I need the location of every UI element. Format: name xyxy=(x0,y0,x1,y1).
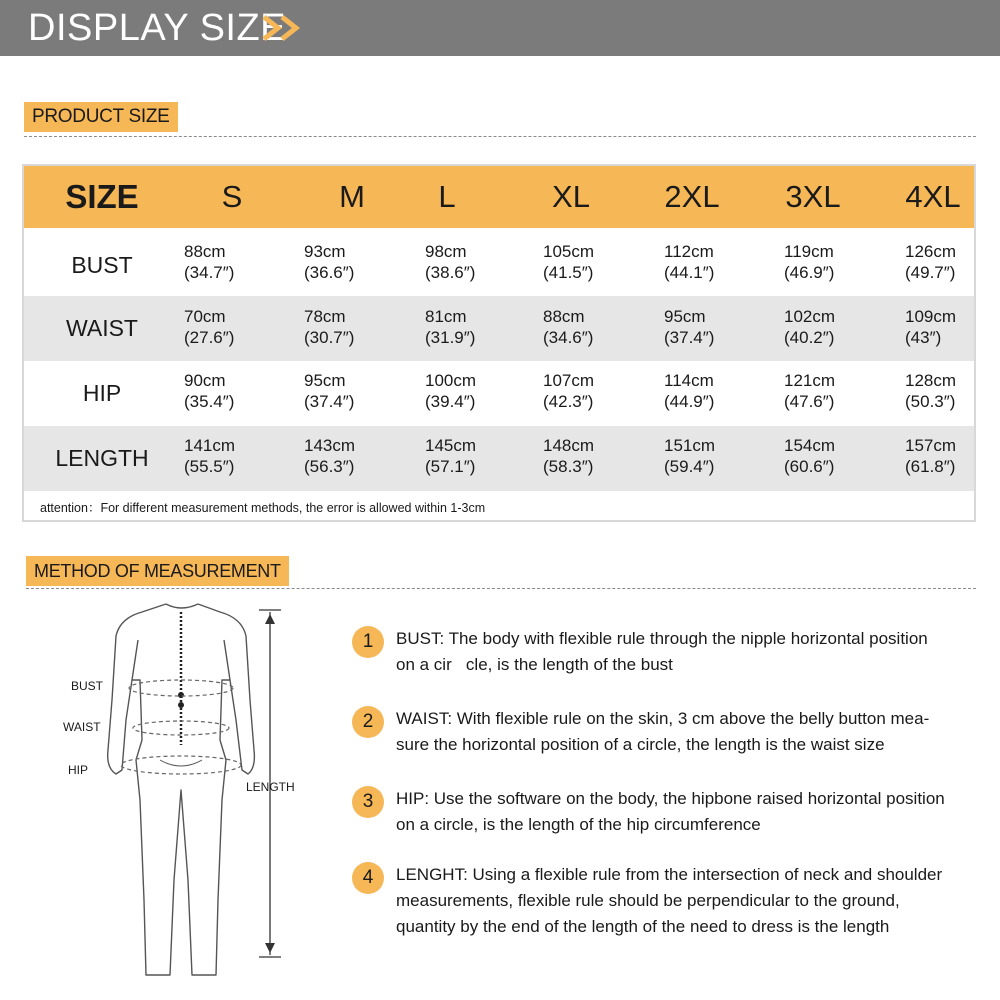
table-cell: 114cm (44.9″) xyxy=(664,371,715,411)
table-cell: 148cm (58.3″) xyxy=(543,436,595,476)
table-cell: 151cm (59.4″) xyxy=(664,436,716,476)
step-text: LENGHT: Using a flexible rule from the intersection of neck and shoulder measurements, flexible rule should be perpendicular to the ground, quantity by the end of the length of the need to dress is the length xyxy=(396,865,943,936)
row-label-waist: WAIST xyxy=(66,315,138,341)
table-cell: 98cm (38.6″) xyxy=(425,242,476,282)
section-divider xyxy=(26,588,976,589)
table-cell: 145cm (57.1″) xyxy=(425,436,477,476)
table-cell: 100cm (39.4″) xyxy=(425,371,477,411)
double-chevron-right-icon xyxy=(262,14,308,42)
table-cell: 128cm (50.3″) xyxy=(905,371,957,411)
figure-label-length: LENGTH xyxy=(246,780,295,794)
size-column-m: M xyxy=(339,179,365,214)
size-column-xl: XL xyxy=(552,179,590,214)
table-cell: 141cm (55.5″) xyxy=(184,436,236,476)
size-column-2xl: 2XL xyxy=(664,179,720,214)
table-row xyxy=(24,361,974,426)
step-text: HIP: Use the software on the body, the hipbone raised horizontal position on a circle, is the length of the hip circumference xyxy=(396,789,945,834)
table-cell: 70cm (27.6″) xyxy=(184,307,235,347)
table-row xyxy=(24,233,974,298)
table-cell: 78cm (30.7″) xyxy=(304,307,355,347)
display-size-banner xyxy=(0,0,1000,56)
table-cell: 93cm (36.6″) xyxy=(304,242,355,282)
table-row xyxy=(24,426,974,491)
table-cell: 157cm (61.8″) xyxy=(905,436,957,476)
table-cell: 88cm (34.7″) xyxy=(184,242,235,282)
size-column-l: L xyxy=(438,179,456,214)
figure-label-waist: WAIST xyxy=(63,720,101,734)
size-column-3xl: 3XL xyxy=(785,179,841,214)
table-cell: 143cm (56.3″) xyxy=(304,436,356,476)
row-label-bust: BUST xyxy=(71,252,133,278)
table-cell: 81cm (31.9″) xyxy=(425,307,476,347)
measurement-note: attention：For different measurement methods, the error is allowed within 1-3cm xyxy=(40,501,486,515)
step-number-3: 3 xyxy=(352,786,384,818)
step-text: WAIST: With flexible rule on the skin, 3 cm above the belly button mea- sure the horizontal position of a circle, the length is the waist size xyxy=(396,709,930,754)
table-cell: 126cm (49.7″) xyxy=(905,242,957,282)
table-cell: 105cm (41.5″) xyxy=(543,242,595,282)
jumpsuit-figure-icon xyxy=(0,590,340,1000)
step-text: BUST: The body with flexible rule through the nipple horizontal position on a cir cle, is the length of the bust xyxy=(396,629,928,674)
table-cell: 112cm (44.1″) xyxy=(664,242,715,282)
table-row xyxy=(24,296,974,361)
step-number-4: 4 xyxy=(352,862,384,894)
table-cell: 154cm (60.6″) xyxy=(784,436,836,476)
size-column-4xl: 4XL xyxy=(905,179,961,214)
method-label: METHOD OF MEASUREMENT xyxy=(26,556,289,586)
banner-title: DISPLAY SIZE xyxy=(28,7,287,49)
product-size-label: PRODUCT SIZE xyxy=(24,102,178,132)
row-label-length: LENGTH xyxy=(55,445,149,471)
table-cell: 102cm (40.2″) xyxy=(784,307,836,347)
measurement-figure xyxy=(0,590,340,1000)
row-label-hip: HIP xyxy=(82,380,122,406)
figure-label-bust: BUST xyxy=(71,679,104,693)
table-header xyxy=(24,166,974,228)
step-number-1: 1 xyxy=(352,626,384,658)
table-cell: 90cm (35.4″) xyxy=(184,371,235,411)
table-cell: 107cm (42.3″) xyxy=(543,371,595,411)
table-cell: 119cm (46.9″) xyxy=(784,242,835,282)
size-column-s: S xyxy=(221,179,243,214)
step-number-2: 2 xyxy=(352,706,384,738)
figure-label-hip: HIP xyxy=(68,763,89,777)
size-table xyxy=(22,164,976,522)
size-header: SIZE xyxy=(65,178,139,215)
table-cell: 121cm (47.6″) xyxy=(784,371,836,411)
table-cell: 95cm (37.4″) xyxy=(664,307,715,347)
table-cell: 88cm (34.6″) xyxy=(543,307,594,347)
table-cell: 95cm (37.4″) xyxy=(304,371,355,411)
table-cell: 109cm (43″) xyxy=(905,307,957,347)
section-divider xyxy=(24,136,976,137)
